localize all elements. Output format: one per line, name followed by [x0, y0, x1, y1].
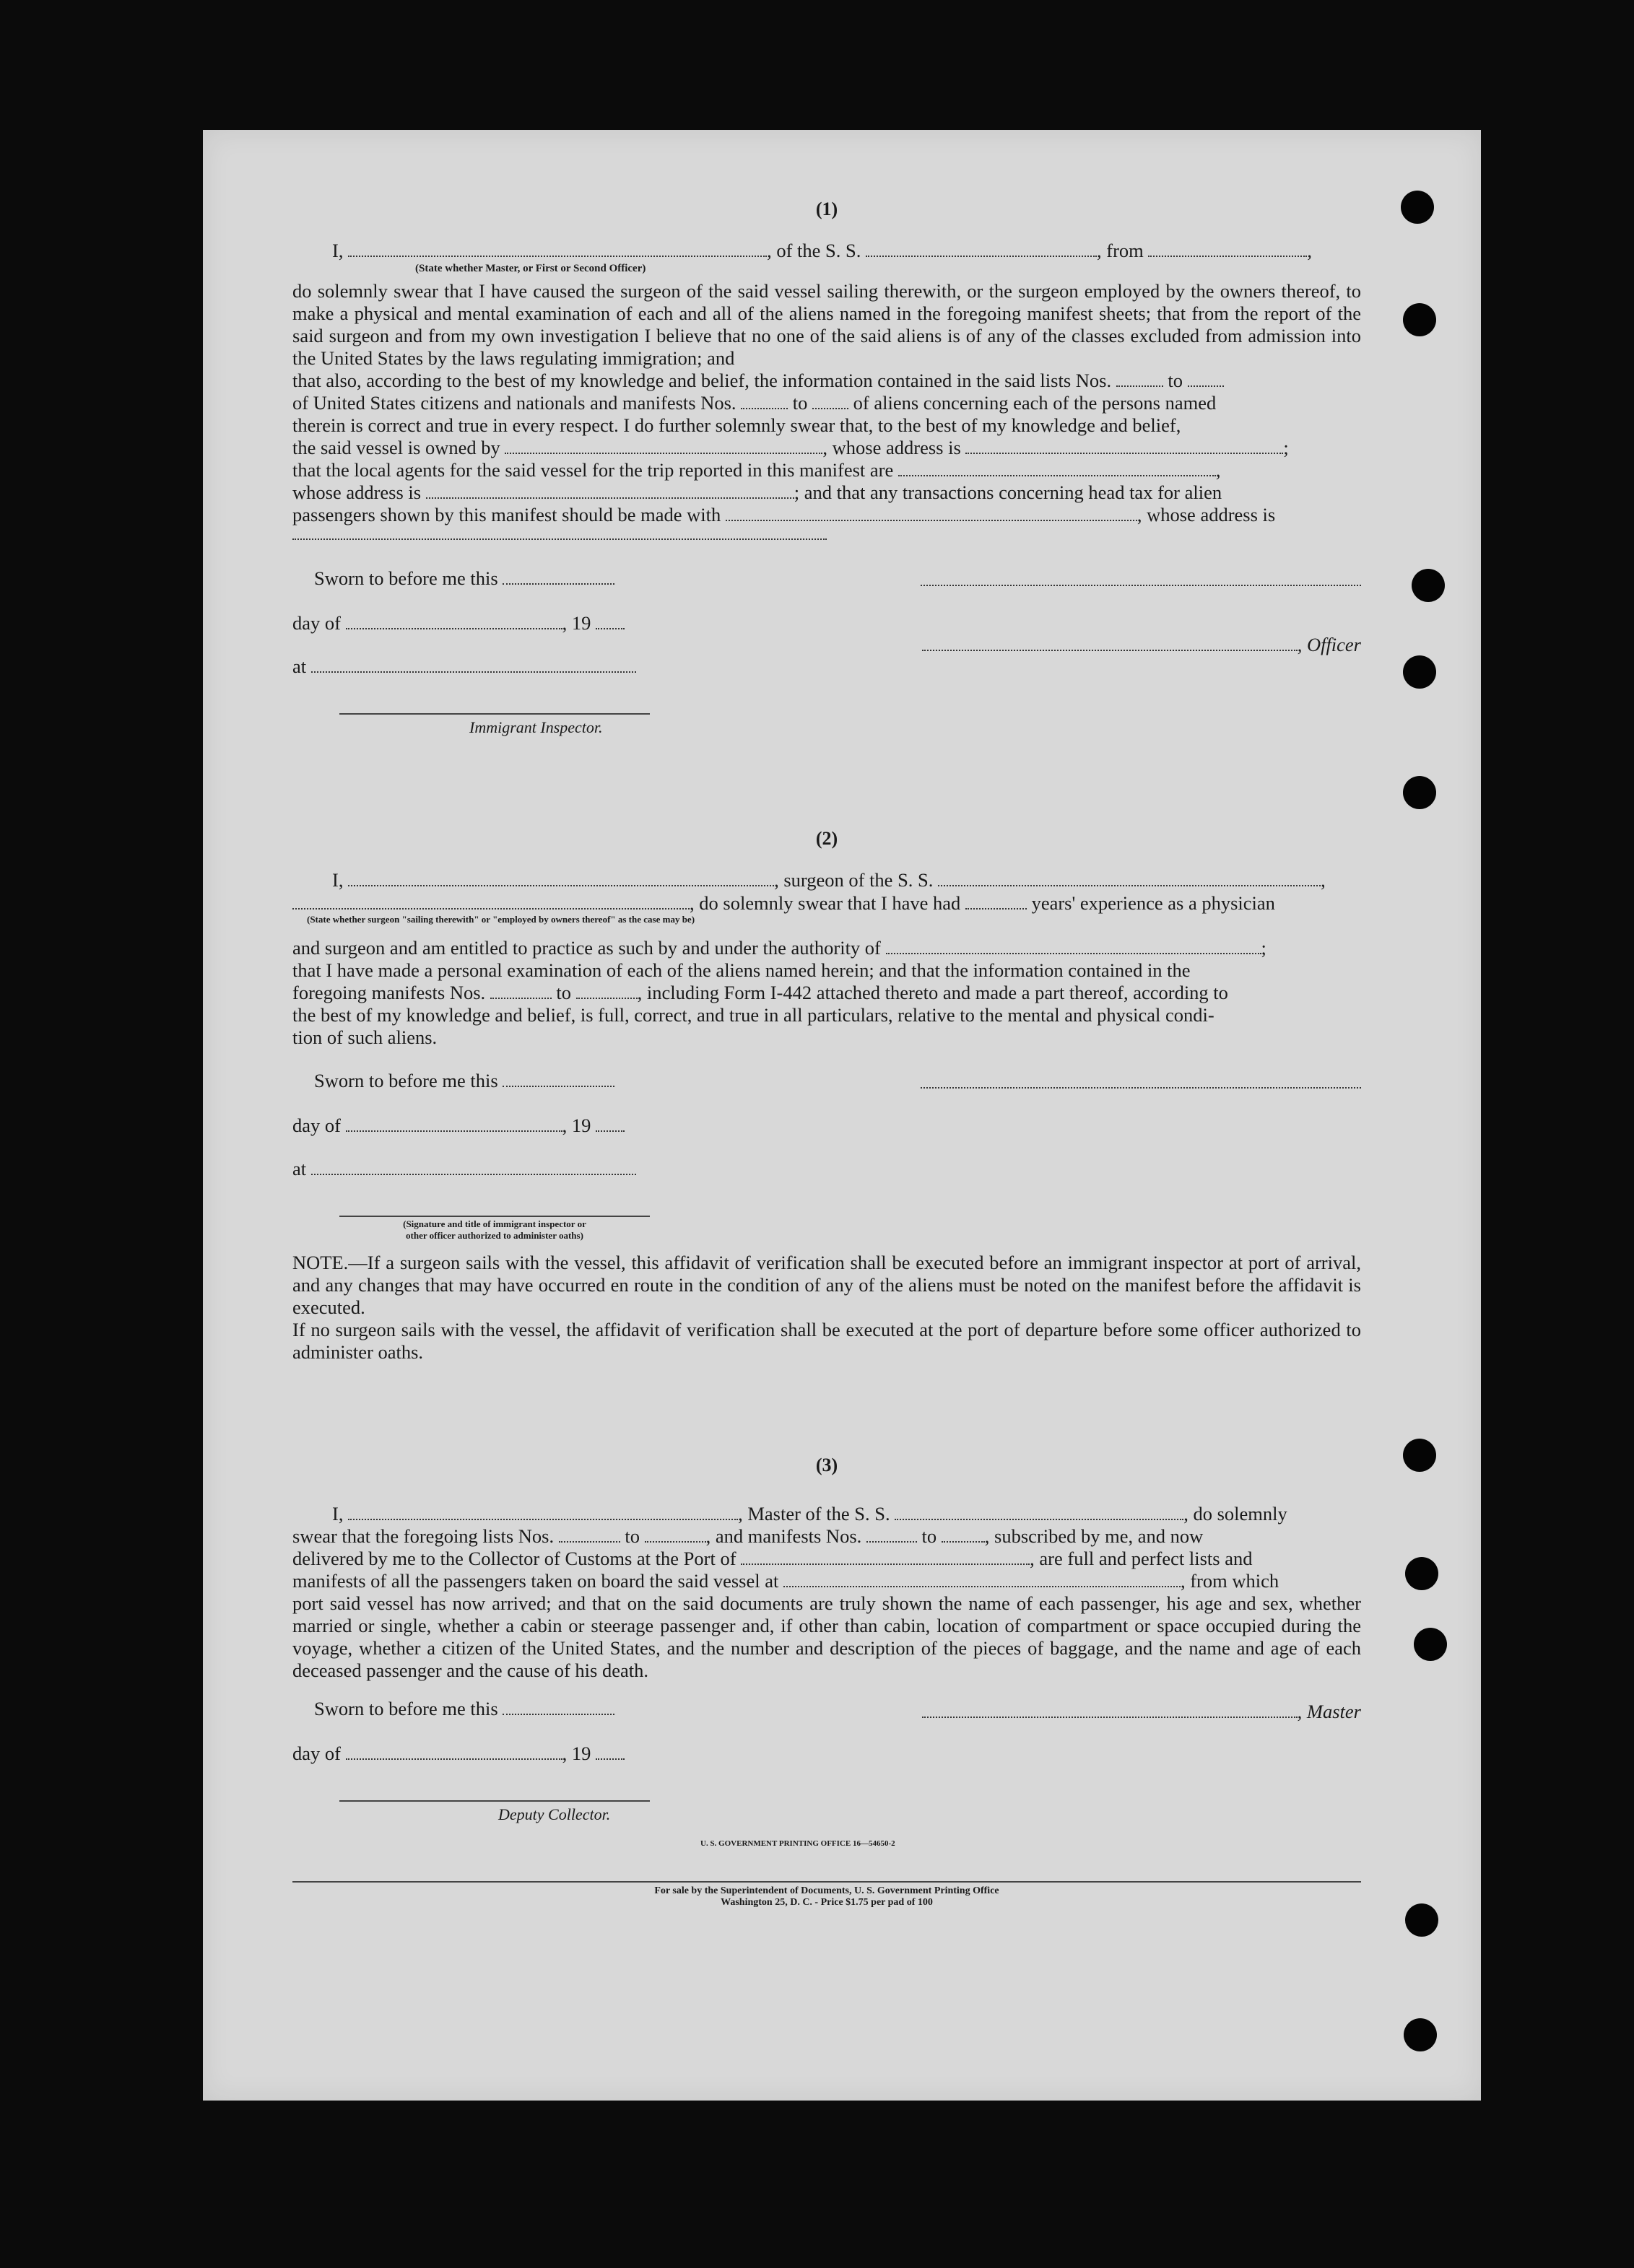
sworn-line: Sworn to before me this: [314, 1698, 1383, 1720]
owner-address-field[interactable]: [965, 438, 1283, 454]
manifests-from-field[interactable]: [490, 983, 552, 999]
authority-field[interactable]: [886, 938, 1261, 954]
manifests-from-field[interactable]: [866, 1527, 917, 1543]
officer-name-field[interactable]: [348, 241, 767, 257]
binder-hole: [1405, 1903, 1438, 1937]
inspector-caption: Immigrant Inspector.: [469, 718, 603, 736]
day-line: day of , 19: [292, 612, 1361, 634]
lists-line: that also, according to the best of my knowledge and belief, the information contained in the said lists Nos. to: [292, 370, 1361, 392]
surgeon-line: I, , surgeon of the S. S. ,: [332, 869, 1326, 891]
head-tax-address-field[interactable]: [292, 538, 827, 540]
binder-hole: [1414, 1628, 1447, 1661]
section-3: [292, 1451, 1361, 1855]
note-paragraph-2: If no surgeon sails with the vessel, the affidavit of verification shall be executed at the port of departure before some officer authorized to administer oaths.: [292, 1319, 1361, 1363]
day-month-field[interactable]: [346, 614, 562, 629]
binder-hole: [1412, 569, 1445, 602]
binder-hole: [1403, 1439, 1436, 1472]
port-field[interactable]: [741, 1549, 1030, 1565]
year-field[interactable]: [596, 614, 625, 629]
port-line: delivered by me to the Collector of Customs at the Port of , are full and perfect lists and: [292, 1548, 1253, 1569]
section-1: [292, 195, 1361, 743]
day-line: day of , 19: [292, 1115, 1361, 1137]
therein-line: therein is correct and true in every respect. I do further solemnly swear that, to the best of my knowledge and belief,: [292, 414, 1181, 436]
officer-signature-field[interactable]: [921, 585, 1361, 586]
section-2: [292, 823, 1361, 1371]
lists-from-field[interactable]: [1116, 371, 1163, 387]
surgeon-name-field[interactable]: [348, 871, 774, 886]
sale-line-1: For sale by the Superintendent of Documents, U. S. Government Printing Office: [654, 1885, 999, 1896]
boarding-port-field[interactable]: [783, 1571, 1181, 1587]
sworn-line: Sworn to before me this: [314, 567, 1383, 590]
day-month-field[interactable]: [346, 1744, 562, 1760]
binder-hole: [1403, 303, 1436, 336]
master-signature-line: , Master: [921, 1701, 1361, 1723]
manifests-to-field[interactable]: [812, 393, 848, 409]
master-name-field[interactable]: [348, 1504, 738, 1520]
officer-title-field[interactable]: [922, 635, 1298, 651]
master-line: I, , Master of the S. S. , do solemnly: [332, 1503, 1287, 1525]
lists-line: swear that the foregoing lists Nos. to , and manifests Nos. to , subscribed by me, and now: [292, 1525, 1204, 1547]
manifests-to-field[interactable]: [942, 1527, 985, 1543]
lists-from-field[interactable]: [559, 1527, 620, 1543]
section-number: (2): [815, 828, 838, 849]
collector-caption: Deputy Collector.: [498, 1805, 611, 1823]
surgeon-caption: (State whether surgeon "sailing therewith" or "employed by owners thereof" as the case may be): [307, 914, 695, 925]
footer-rule: [292, 1881, 1361, 1883]
gpo-imprint: U. S. GOVERNMENT PRINTING OFFICE 16—54650-2: [700, 1839, 895, 1848]
surgeon-status-field[interactable]: [292, 894, 690, 910]
master-signature-field[interactable]: [922, 1702, 1298, 1718]
agents-address-line: whose address is ; and that any transactions concerning head tax for alien: [292, 481, 1222, 503]
officer-caption: (State whether Master, or First or Second Officer): [415, 263, 646, 274]
binder-hole: [1404, 2018, 1437, 2051]
oath-paragraph: do solemnly swear that I have caused the surgeon of the said vessel sailing therewith, or the surgeon employed by the owners thereof, to make a physical and mental examination of each and all of the aliens named in the foregoing manifest sheets; that from the report of the said surgeon and from my own investigation I believe that no one of the said aliens is of any of the classes excluded from admission into the United States by the laws regulating immigration; and: [292, 280, 1361, 369]
at-line: at: [292, 1158, 1361, 1180]
master-oath-line: I, , of the S. S. , from ,: [332, 240, 1313, 261]
head-tax-line: passengers shown by this manifest should be made with , whose address is: [292, 504, 1276, 525]
at-place-field[interactable]: [311, 657, 636, 673]
sworn-date-field[interactable]: [503, 569, 614, 585]
authority-line: and surgeon and am entitled to practice as such by and under the authority of ;: [292, 937, 1266, 959]
day-line: day of , 19: [292, 1743, 1361, 1765]
officer-line: , Officer: [921, 634, 1361, 656]
examination-line: that I have made a personal examination of each of the aliens named herein; and that the information contained in the: [292, 959, 1191, 981]
agents-line: that the local agents for the said vessel for the trip reported in this manifest are ,: [292, 459, 1221, 481]
note-paragraph: NOTE.—If a surgeon sails with the vessel, this affidavit of verification shall be executed before an immigrant inspector at port of arrival, and any changes that may have occurred en route in the condition of any of the aliens must be noted on the manifest before the affidavit is executed.: [292, 1252, 1361, 1318]
section-number: (3): [815, 1454, 838, 1475]
port-from-field[interactable]: [1148, 241, 1307, 257]
years-field[interactable]: [965, 894, 1027, 910]
binder-hole: [1403, 776, 1436, 809]
surgeon-vessel-field[interactable]: [938, 871, 1321, 886]
surgeon-signature-field[interactable]: [921, 1087, 1361, 1089]
lists-to-field[interactable]: [645, 1527, 706, 1543]
at-line: at: [292, 655, 1361, 678]
arrival-paragraph: port said vessel has now arrived; and that on the said documents are truly shown the name of each passenger, his age and sex, whether married or single, whether a cabin or steerage passenger and, if other than cabin, location of compartment or space occupied during the voyage, whether a citizen of the United States, and the number and description of the pieces of baggage, and the name and age of each deceased passenger and the cause of his death.: [292, 1592, 1361, 1681]
footer: [292, 1885, 1361, 1922]
agents-field[interactable]: [898, 461, 1216, 476]
collector-signature-line[interactable]: [339, 1800, 650, 1802]
master-vessel-field[interactable]: [895, 1504, 1183, 1520]
inspector-signature-line[interactable]: [339, 713, 650, 715]
manifests-from-field[interactable]: [741, 393, 788, 409]
owner-line: the said vessel is owned by , whose address is ;: [292, 437, 1289, 458]
head-tax-agent-field[interactable]: [726, 505, 1137, 521]
agents-address-field[interactable]: [426, 483, 794, 499]
belief-line: the best of my knowledge and belief, is full, correct, and true in all particulars, relative to the mental and physical condi-: [292, 1004, 1214, 1026]
year-field[interactable]: [596, 1116, 625, 1132]
authorized-signature-line[interactable]: [339, 1216, 650, 1217]
vessel-name-field[interactable]: [866, 241, 1097, 257]
experience-line: , do solemnly swear that I have had years' experience as a physician: [292, 892, 1361, 915]
sworn-line: Sworn to before me this: [314, 1070, 1383, 1092]
owner-field[interactable]: [505, 438, 822, 454]
boarding-line: manifests of all the passengers taken on board the said vessel at , from which: [292, 1570, 1279, 1592]
at-place-field[interactable]: [311, 1159, 636, 1175]
citizens-line: of United States citizens and nationals and manifests Nos. to of aliens concerning each of the persons named: [292, 392, 1217, 414]
section-number: (1): [815, 199, 838, 219]
binder-hole: [1405, 1557, 1438, 1590]
sworn-date-field[interactable]: [503, 1699, 614, 1715]
sworn-date-field[interactable]: [503, 1071, 614, 1087]
day-month-field[interactable]: [346, 1116, 562, 1132]
binder-hole: [1401, 191, 1434, 224]
manifests-line: foregoing manifests Nos. to , including Form I-442 attached thereto and made a part thereof, according to: [292, 982, 1228, 1003]
year-field[interactable]: [596, 1744, 625, 1760]
binder-hole: [1403, 655, 1436, 689]
signature-caption: (Signature and title of immigrant inspector or other officer authorized to administer oaths): [403, 1218, 586, 1241]
manifests-to-field[interactable]: [576, 983, 638, 999]
sale-line-2: Washington 25, D. C. - Price $1.75 per pad of 100: [721, 1897, 933, 1908]
lists-to-field[interactable]: [1188, 371, 1224, 387]
condition-line: tion of such aliens.: [292, 1026, 438, 1048]
